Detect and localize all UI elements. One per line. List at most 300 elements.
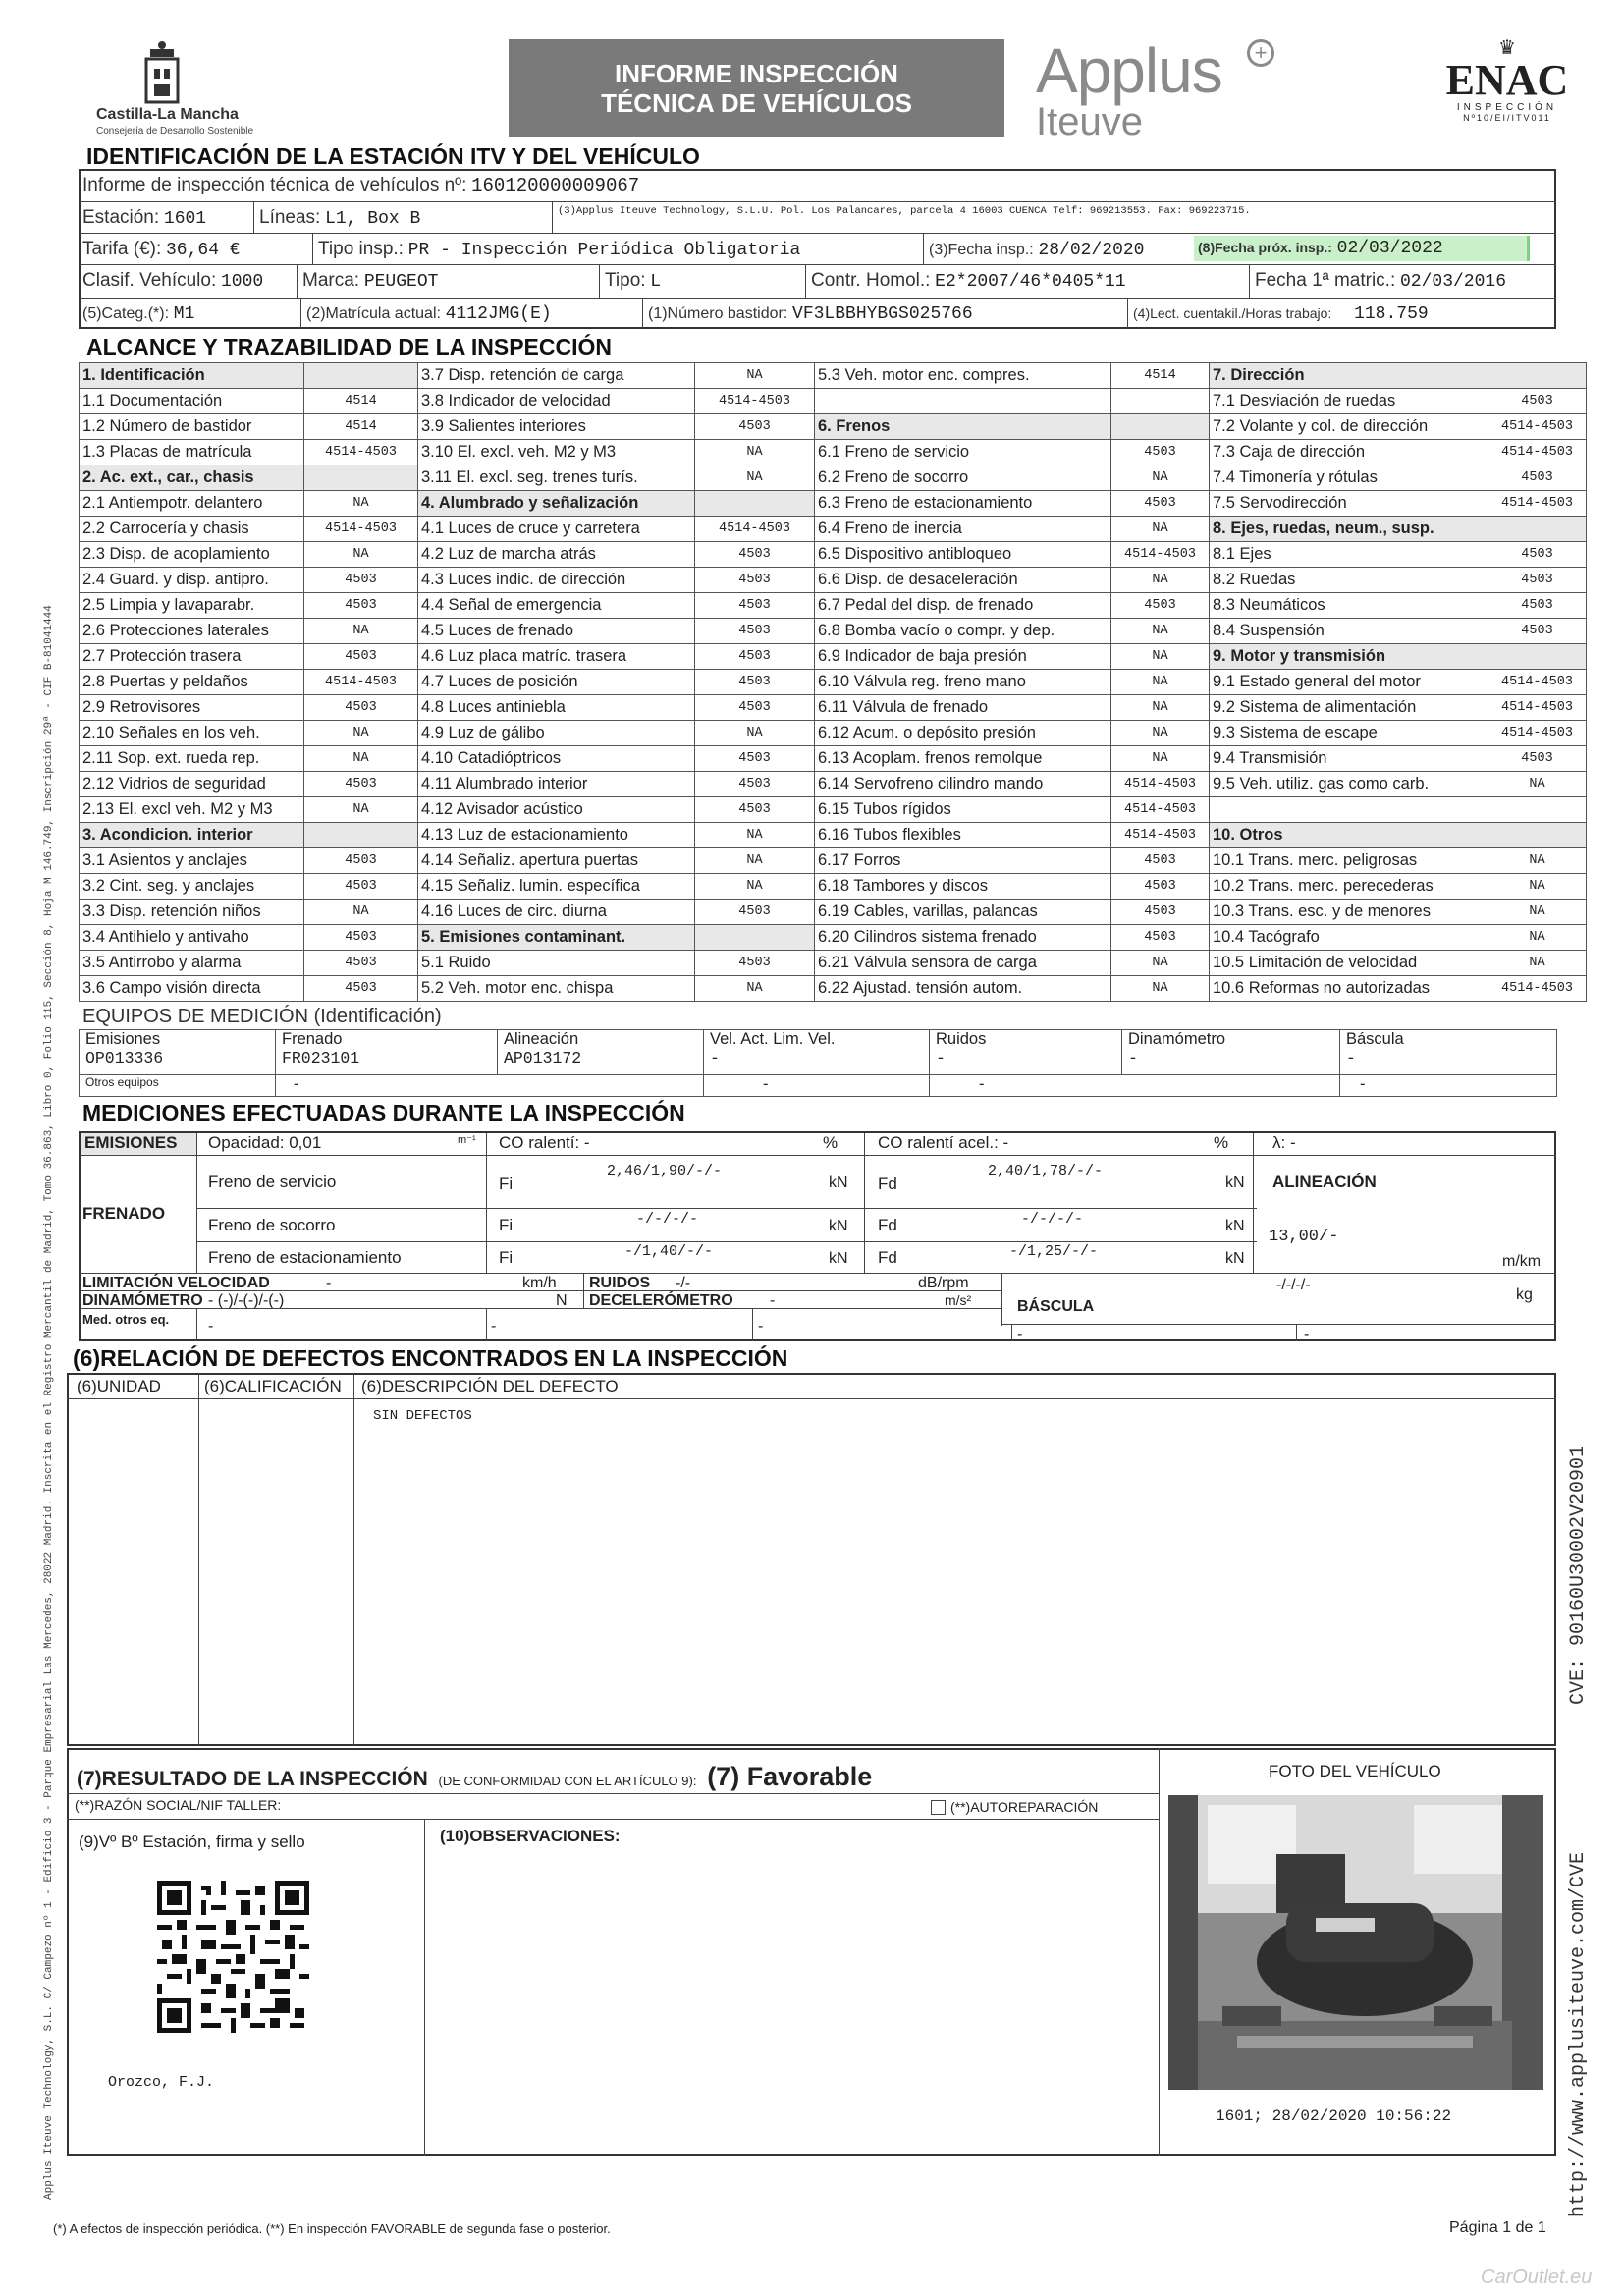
alcance-item-label: 4.2 Luz de marcha atrás [418,542,695,568]
divider [196,1241,1257,1242]
alcance-item-label: 9.3 Sistema de escape [1210,721,1488,746]
bascula-value: -/-/-/- [1276,1277,1311,1293]
alcance-item-code: 4514-4503 [1488,695,1587,721]
co-acel-pct: % [1214,1133,1229,1152]
alcance-item-label: 7.3 Caja de dirección [1210,440,1488,465]
alcance-item-label: 4.7 Luces de posición [418,670,695,695]
ruidos-value: -/- [676,1275,691,1291]
equipos-title: EQUIPOS DE MEDICIÓN (Identificación) [82,1006,442,1027]
alcance-item-code: NA [1111,517,1210,542]
alcance-item-code: NA [695,874,815,900]
alcance-item-code: NA [304,797,418,823]
brand-name: Applus [1036,35,1222,106]
divider [297,264,298,298]
enac-sub1: INSPECCIÓN [1456,102,1558,113]
alcance-item-label [1210,797,1488,823]
alcance-row [80,670,1587,695]
med-otros-value: - [208,1318,214,1335]
alcance-item-label: 9.5 Veh. utiliz. gas como carb. [1210,772,1488,797]
alcance-item-code: 4514-4503 [695,389,815,414]
empresa-info: (3)Applus Iteuve Technology, S.L.U. Pol. Los Palancares, parcela 4 16003 CUENCA Telf: 969213553. Fax: 969223715. [558,205,1251,217]
divider [642,298,643,329]
alcance-group-header: 5. Emisiones contaminant. [418,925,695,951]
alcance-item-label: 6.18 Tambores y discos [815,874,1111,900]
alcance-item-code: NA [695,976,815,1002]
estac-fd-label: Fd [878,1248,897,1267]
alineacion-value: 13,00/- [1269,1228,1339,1246]
foto-caption: 1601; 28/02/2020 10:56:22 [1216,2107,1452,2125]
alcance-item-code: 4503 [695,670,815,695]
alcance-item-code: NA [1111,670,1210,695]
col-descripcion: (6)DESCRIPCIÓN DEL DEFECTO [361,1377,619,1395]
alcance-row [80,874,1587,900]
divider [583,1273,584,1290]
alcance-row [80,568,1587,593]
alcance-item-label: 4.6 Luz placa matríc. trasera [418,644,695,670]
alcance-item-label: 4.11 Alumbrado interior [418,772,695,797]
alcance-item-code: 4514-4503 [304,440,418,465]
divider [79,233,1556,234]
alcance-item-code [695,925,815,951]
equipo-cell [704,1030,930,1075]
footer-note: (*) A efectos de inspección periódica. (**) En inspección FAVORABLE de segunda fase o posterior. [53,2221,611,2236]
alcance-item-label: 1.3 Placas de matrícula [80,440,304,465]
region-name: Castilla-La Mancha [96,106,239,123]
alcance-item-code: 4503 [304,976,418,1002]
alcance-item-code: 4503 [695,900,815,925]
divider [196,1208,1257,1209]
fecha-insp-label: (3)Fecha insp.: [929,242,1034,258]
equipo-cell [1340,1030,1557,1075]
alcance-item-code: 4503 [304,951,418,976]
alcance-item-label: 6.3 Freno de estacionamiento [815,491,1111,517]
alcance-item-code: NA [1488,951,1587,976]
socorro-fi-label: Fi [499,1216,514,1234]
alcance-item-code: 4514-4503 [1488,491,1587,517]
alcance-item-label: 4.8 Luces antiniebla [418,695,695,721]
alcance-item-code: 4503 [1488,593,1587,619]
opacidad-unit: m⁻¹ [458,1134,476,1146]
divider [552,201,553,233]
alcance-item-label: 2.6 Protecciones laterales [80,619,304,644]
limit-value: - [326,1275,332,1291]
alcance-item-label: 3.3 Disp. retención niños [80,900,304,925]
alcance-item-label: 8.4 Suspensión [1210,619,1488,644]
equipos-row [80,1030,1557,1075]
decel-unit: m/s² [945,1292,972,1308]
divider [79,1155,1556,1156]
divider [253,201,254,233]
alcance-item-label: 6.2 Freno de socorro [815,465,1111,491]
limit-label: LIMITACIÓN VELOCIDAD [82,1275,270,1291]
alcance-item-label: 7.4 Timonería y rótulas [1210,465,1488,491]
alcance-item-label: 8.3 Neumáticos [1210,593,1488,619]
alcance-item-code: 4514-4503 [1488,440,1587,465]
alcance-row [80,951,1587,976]
alcance-item-label: 4.5 Luces de frenado [418,619,695,644]
applus-logo [1036,35,1301,157]
observaciones-label: (10)OBSERVACIONES: [440,1827,621,1845]
alcance-item-code: 4503 [695,593,815,619]
alcance-item-label: 6.7 Pedal del disp. de frenado [815,593,1111,619]
equipo-value: - [1346,1049,1356,1067]
freno-socorro-label: Freno de socorro [208,1216,336,1234]
alcance-item-code: NA [695,465,815,491]
alcance-item-code: NA [695,721,815,746]
lineas-field [259,207,420,229]
equipo-label: Vel. Act. Lim. Vel. [710,1030,836,1048]
homol-label: Contr. Homol.: [811,270,931,291]
fecha-prox-value: 02/03/2022 [1336,239,1443,258]
divider [805,264,806,298]
co-ralenti-pct: % [823,1133,839,1152]
alcance-item-label: 2.13 El. excl veh. M2 y M3 [80,797,304,823]
alcance-item-code: 4503 [1111,925,1210,951]
alcance-item-code: 4503 [304,593,418,619]
alcance-item-code: NA [1111,465,1210,491]
divider [752,1308,753,1341]
alcance-group-header: 1. Identificación [80,363,304,389]
categ-label: (5)Categ.(*): [82,305,170,322]
opacidad-value: Opacidad: 0,01 [208,1133,322,1152]
divider [196,1308,197,1341]
alcance-item-label: 2.2 Carrocería y chasis [80,517,304,542]
servicio-fi-value: 2,46/1,90/-/- [607,1163,723,1179]
alcance-item-label: 10.4 Tacógrafo [1210,925,1488,951]
alcance-item-label: 2.7 Protección trasera [80,644,304,670]
divider [864,1155,865,1273]
alcance-item-code: 4503 [1488,542,1587,568]
alcance-item-code: 4514 [304,389,418,414]
divider [196,1155,197,1273]
col-calificacion: (6)CALIFICACIÓN [204,1377,342,1395]
alcance-row [80,695,1587,721]
socorro-fi-value: -/-/-/- [636,1211,699,1228]
categ-value: M1 [173,304,195,324]
servicio-fd-value: 2,40/1,78/-/- [988,1163,1104,1179]
divider [312,233,313,264]
alcance-item-code: 4514-4503 [1111,772,1210,797]
co-acel: CO ralentí acel.: - [878,1133,1009,1152]
otros-equipos-value: - [930,1075,1340,1097]
alcance-item-code: 4503 [695,619,815,644]
alcance-group-header: 8. Ejes, ruedas, neum., susp. [1210,517,1488,542]
alcance-row [80,491,1587,517]
alcance-item-code: 4503 [695,568,815,593]
alcance-item-label: 7.2 Volante y col. de dirección [1210,414,1488,440]
alcance-item-code: 4503 [1488,568,1587,593]
divider [923,233,924,264]
plus-icon: + [1247,39,1274,67]
dinam-unit: N [556,1292,568,1309]
alcance-item-code: NA [304,900,418,925]
tarifa-field [82,239,241,260]
region-logo [133,39,191,108]
alcance-item-code: 4514-4503 [1111,823,1210,848]
informe-label: Informe de inspección técnica de vehículos nº: [82,175,467,195]
tipo-insp-label: Tipo insp.: [318,239,404,259]
socorro-fd-label: Fd [878,1216,897,1234]
fecha-prox-label: (8)Fecha próx. insp.: [1198,240,1332,255]
med-otros-value: - [1017,1326,1023,1342]
alcance-item-label: 3.10 El. excl. veh. M2 y M3 [418,440,695,465]
alcance-item-code: NA [695,440,815,465]
alcance-item-code [1488,797,1587,823]
autoreparacion-label: (**)AUTOREPARACIÓN [950,1799,1099,1815]
alcance-item-code: 4503 [1111,491,1210,517]
equipo-label: Ruidos [936,1030,987,1048]
cve-url[interactable]: http://www.applusiteuve.com/CVE [1567,1851,1590,2217]
alcance-item-label: 6.5 Dispositivo antibloqueo [815,542,1111,568]
divider [79,1308,1001,1309]
alcance-row [80,900,1587,925]
equipo-label: Báscula [1346,1030,1404,1048]
alcance-row [80,644,1587,670]
alcance-item-code: 4503 [304,925,418,951]
equipo-value: AP013172 [504,1049,582,1067]
alcance-item-label: 1.1 Documentación [80,389,304,414]
tarifa-value: 36,64 € [165,241,241,260]
alcance-item-code: 4514-4503 [1488,670,1587,695]
alcance-item-code: 4514-4503 [304,517,418,542]
divider [79,264,1556,265]
otros-equipos-value: - [704,1075,930,1097]
bastidor-label: (1)Número bastidor: [648,305,788,322]
alcance-item-label: 4.15 Señaliz. lumin. específica [418,874,695,900]
divider [67,1793,1159,1794]
alcance-item-label: 2.5 Limpia y lavaparabr. [80,593,304,619]
alcance-item-label: 10.5 Limitación de velocidad [1210,951,1488,976]
co-ralenti: CO ralentí: - [499,1133,590,1152]
alcance-item-code: NA [1111,721,1210,746]
alcance-title: ALCANCE Y TRAZABILIDAD DE LA INSPECCIÓN [86,334,612,359]
divider [1001,1273,1002,1326]
alcance-item-code: 4503 [1111,900,1210,925]
enac-name: ENAC [1445,56,1569,104]
cve-code: CVE: 90160U30002V20901 [1567,1445,1590,1705]
equipos-table [79,1029,1557,1097]
alcance-group-header: 10. Otros [1210,823,1488,848]
divider [1011,1324,1012,1341]
alcance-item-code: 4514 [304,414,418,440]
alcance-row [80,593,1587,619]
alcance-item-code: NA [1488,925,1587,951]
alcance-item-code: NA [304,746,418,772]
divider [198,1373,199,1746]
dinam-label: DINAMÓMETRO [82,1292,203,1309]
emisiones-label: EMISIONES [81,1133,196,1155]
side-legal-text: Applus Iteuve Technology, S.L. C/ Campezo nº 1 - Edificio 3 - Parque Empresarial Las Mercedes, 28022 Madrid. Inscrita en el Registro Mercantil de Madrid, Tomo 36.863, Libro 0, Folio 115, Sección 8, Hoja M 146.749, Inscripción 29ª - CIF B-81041444 [43,605,55,2200]
alcance-item-code: 4503 [695,542,815,568]
alcance-row [80,414,1587,440]
frenado-label: FRENADO [82,1204,166,1223]
lineas-label: Líneas: [259,207,321,228]
marca-value: PEUGEOT [363,272,439,292]
alcance-group-header: 3. Acondicion. interior [80,823,304,848]
cuentakil-value: 118.759 [1354,304,1429,324]
equipo-cell [80,1030,276,1075]
divider [424,1819,425,2156]
socorro-fd-value: -/-/-/- [1021,1211,1084,1228]
servicio-fd-label: Fd [878,1175,897,1193]
alcance-item-label: 6.12 Acum. o depósito presión [815,721,1111,746]
bascula-unit: kg [1516,1286,1533,1303]
alcance-item-code [1488,644,1587,670]
alcance-row [80,772,1587,797]
divider [67,1819,1159,1820]
alcance-item-label: 2.11 Sop. ext. rueda rep. [80,746,304,772]
alcance-item-code: 4503 [304,695,418,721]
divider [1127,298,1128,329]
alcance-item-label: 4.13 Luz de estacionamiento [418,823,695,848]
resultado-subtitle: (DE CONFORMIDAD CON EL ARTÍCULO 9): [438,1774,697,1788]
freno-estac-label: Freno de estacionamiento [208,1248,402,1267]
alcance-item-label: 3.4 Antihielo y antivaho [80,925,304,951]
divider [1253,1155,1254,1273]
alcance-item-label: 6.8 Bomba vacío o compr. y dep. [815,619,1111,644]
alcance-item-code: 4503 [304,568,418,593]
enac-sub2: Nº10/EI/ITV011 [1463,113,1551,123]
region-subtitle: Consejería de Desarrollo Sostenible [96,126,254,137]
alcance-row [80,465,1587,491]
tipo-value: L [650,272,662,292]
informe-value: 160120000009067 [471,175,640,196]
resultado-title: (7)RESULTADO DE LA INSPECCIÓN [77,1768,428,1790]
lambda-value: λ: - [1272,1133,1296,1152]
watermark: CarOutlet.eu [1481,2267,1593,2288]
equipo-cell [498,1030,704,1075]
alcance-item-label: 10.6 Reformas no autorizadas [1210,976,1488,1002]
alcance-item-code: NA [695,823,815,848]
alcance-item-code: 4503 [304,772,418,797]
alcance-item-label: 8.1 Ejes [1210,542,1488,568]
alcance-item-code: NA [304,542,418,568]
divider [353,1373,354,1746]
lineas-value: L1, Box B [325,209,421,229]
divider [486,1155,487,1273]
alcance-item-code: NA [1488,874,1587,900]
alcance-item-code: NA [1488,900,1587,925]
brand-sub: Iteuve [1036,100,1143,143]
divider [486,1133,487,1155]
estac-fd-value: -/1,25/-/- [1009,1243,1099,1260]
equipo-value: - [1128,1049,1138,1067]
matricula-value: 4112JMG(E) [445,304,552,324]
alcance-item-code: 4514 [1111,363,1210,389]
alcance-item-label: 3.5 Antirrobo y alarma [80,951,304,976]
alcance-item-label: 6.19 Cables, varillas, palancas [815,900,1111,925]
alcance-item-label: 9.1 Estado general del motor [1210,670,1488,695]
alcance-row [80,542,1587,568]
divider [67,1398,1556,1399]
alcance-item-label: 9.2 Sistema de alimentación [1210,695,1488,721]
alcance-item-code [1111,414,1210,440]
alcance-row [80,797,1587,823]
vb-label: (9)Vº Bº Estación, firma y sello [79,1832,305,1851]
alcance-item-label: 4.10 Catadióptricos [418,746,695,772]
divider [1296,1324,1297,1341]
alcance-item-code: NA [1111,568,1210,593]
socorro-fd-unit: kN [1225,1218,1245,1234]
fecha-prox-field [1194,236,1530,261]
enac-logo [1438,37,1576,123]
alcance-item-label: 10.3 Trans. esc. y de menores [1210,900,1488,925]
alcance-item-code [1488,363,1587,389]
alcance-item-code: NA [304,619,418,644]
alcance-item-label: 4.3 Luces indic. de dirección [418,568,695,593]
alcance-item-code: NA [1111,695,1210,721]
razon-social: (**)RAZÓN SOCIAL/NIF TALLER: [75,1797,282,1813]
cuentakil-label: (4)Lect. cuentakil./Horas trabajo: [1133,305,1332,321]
alcance-item-label: 3.6 Campo visión directa [80,976,304,1002]
equipo-cell [276,1030,498,1075]
alcance-group-header: 4. Alumbrado y señalización [418,491,695,517]
med-otros-value: - [1304,1326,1310,1342]
divider [1001,1324,1556,1325]
alcance-item-label: 3.2 Cint. seg. y anclajes [80,874,304,900]
estacion-label: Estación: [82,207,160,228]
col-unidad: (6)UNIDAD [77,1377,161,1395]
matricula-label: (2)Matrícula actual: [306,305,441,322]
divider [79,201,1556,202]
qr-code [157,1881,309,2033]
clasif-field [82,270,263,292]
categ-field [82,303,194,324]
alcance-row [80,976,1587,1002]
divider [79,1290,1001,1291]
autoreparacion-checkbox[interactable] [931,1800,946,1815]
servicio-fi-unit: kN [829,1175,848,1191]
alcance-item-label: 6.16 Tubos flexibles [815,823,1111,848]
homol-value: E2*2007/46*0405*11 [935,272,1126,292]
otros-equipos-value: - [1340,1075,1557,1097]
decel-value: - [770,1292,776,1309]
alcance-item-label: 2.12 Vidrios de seguridad [80,772,304,797]
divider [583,1290,584,1308]
divider [1249,264,1250,298]
alcance-item-label: 5.2 Veh. motor enc. chispa [418,976,695,1002]
alcance-item-code: 4514-4503 [1111,542,1210,568]
mediciones-title: MEDICIONES EFECTUADAS DURANTE LA INSPECCIÓN [82,1100,685,1125]
alcance-item-code: 4503 [695,414,815,440]
informe-row [82,175,639,196]
divider [864,1133,865,1155]
alcance-row [80,440,1587,465]
alcance-row [80,823,1587,848]
banner-line2: TÉCNICA DE VEHÍCULOS [601,88,912,118]
alcance-row [80,619,1587,644]
alcance-item-label [815,389,1111,414]
page-number: Página 1 de 1 [1449,2219,1546,2236]
freno-servicio-label: Freno de servicio [208,1173,337,1191]
alcance-item-code: NA [304,721,418,746]
alcance-item-code: 4503 [695,772,815,797]
alcance-row [80,517,1587,542]
alcance-item-code: 4514-4503 [1111,797,1210,823]
cuentakil-field [1133,303,1429,324]
alcance-item-label: 5.1 Ruido [418,951,695,976]
resultado-title-row [77,1762,872,1792]
marca-field [302,270,438,292]
alcance-item-code: 4503 [695,695,815,721]
divider [486,1308,487,1341]
alcance-item-label: 6.10 Válvula reg. freno mano [815,670,1111,695]
alcance-item-code [695,491,815,517]
estacion-field [82,207,206,229]
alcance-item-code: 4514-4503 [1488,721,1587,746]
ruidos-label: RUIDOS [589,1275,651,1291]
tarifa-label: Tarifa (€): [82,239,162,259]
